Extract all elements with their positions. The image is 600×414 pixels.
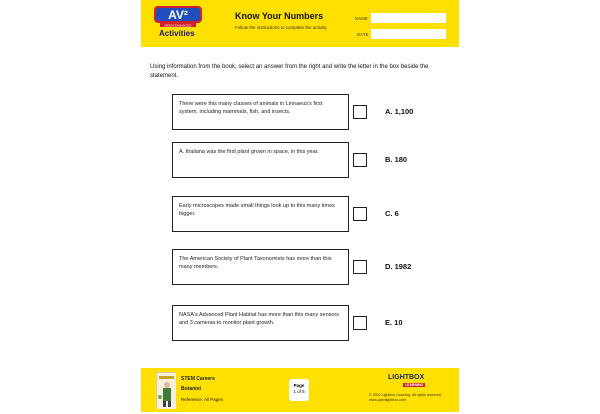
botanist-figure-icon	[157, 373, 176, 409]
statement-box: NASA's Advanced Plant Habitat has more than this many sensors and 3 cameras to monitor plant growth.	[172, 305, 349, 341]
series-name: STEM Careers	[181, 376, 215, 382]
statement-box: Early microscopes made small things look up to this many times bigger.	[172, 196, 349, 232]
answer-checkbox[interactable]	[353, 207, 367, 221]
statement-box: A. thaliana was the first plant grown in space, in this year.	[172, 142, 349, 178]
page-label: Page	[293, 383, 305, 388]
statement-box: There were this many classes of animals in Linnaeus's first system, including mammals, fish, and insects.	[172, 94, 349, 130]
page-indicator	[289, 379, 309, 401]
book-cover-thumbnail	[156, 372, 175, 408]
answer-option: E. 10	[385, 318, 403, 327]
website-link[interactable]: www.openlightbox.com	[369, 398, 406, 402]
worksheet-subtitle: Follow the instructions to complete the activity.	[235, 25, 328, 30]
av2-logo	[152, 5, 204, 27]
answer-option: C. 6	[385, 209, 399, 218]
worksheet-page	[141, 0, 459, 412]
instructions-text: Using information from the book, select an answer from the right and write the letter in the box beside the statement.	[150, 64, 429, 79]
answer-checkbox[interactable]	[353, 316, 367, 330]
question-row	[141, 196, 459, 232]
question-row	[141, 249, 459, 285]
name-label: NAME	[355, 16, 368, 21]
answer-option: A. 1,100	[385, 107, 414, 116]
page-number: 1 of 5	[293, 389, 305, 394]
lightbox-tag: LEARNING	[405, 383, 424, 387]
answer-checkbox[interactable]	[353, 153, 367, 167]
worksheet-header	[141, 0, 459, 47]
page-reference: Reference: All Pages	[181, 397, 224, 402]
answer-option: D. 1982	[385, 262, 412, 271]
book-title: Botanist	[181, 386, 201, 392]
copyright-text: © 2020 Lightbox Learning. All rights reserved.	[369, 393, 442, 397]
name-field[interactable]	[371, 13, 446, 23]
question-row	[141, 142, 459, 178]
date-label: DATE	[357, 32, 369, 37]
logo-subtext: MEDIA ENHANCED	[164, 23, 192, 27]
statement-box: The American Society of Plant Taxonomists has more than this many members.	[172, 249, 349, 285]
date-field[interactable]	[371, 29, 446, 39]
answer-option: B. 180	[385, 155, 408, 164]
worksheet-title: Know Your Numbers	[235, 11, 324, 21]
worksheet-footer	[141, 368, 459, 412]
question-row	[141, 94, 459, 130]
lightbox-logo: LIGHTBOX	[388, 374, 425, 381]
activities-label: Activities	[159, 29, 195, 38]
answer-checkbox[interactable]	[353, 105, 367, 119]
copyright-block	[369, 393, 442, 403]
question-row	[141, 305, 459, 341]
answer-checkbox[interactable]	[353, 260, 367, 274]
logo-text: AV²	[168, 8, 188, 22]
